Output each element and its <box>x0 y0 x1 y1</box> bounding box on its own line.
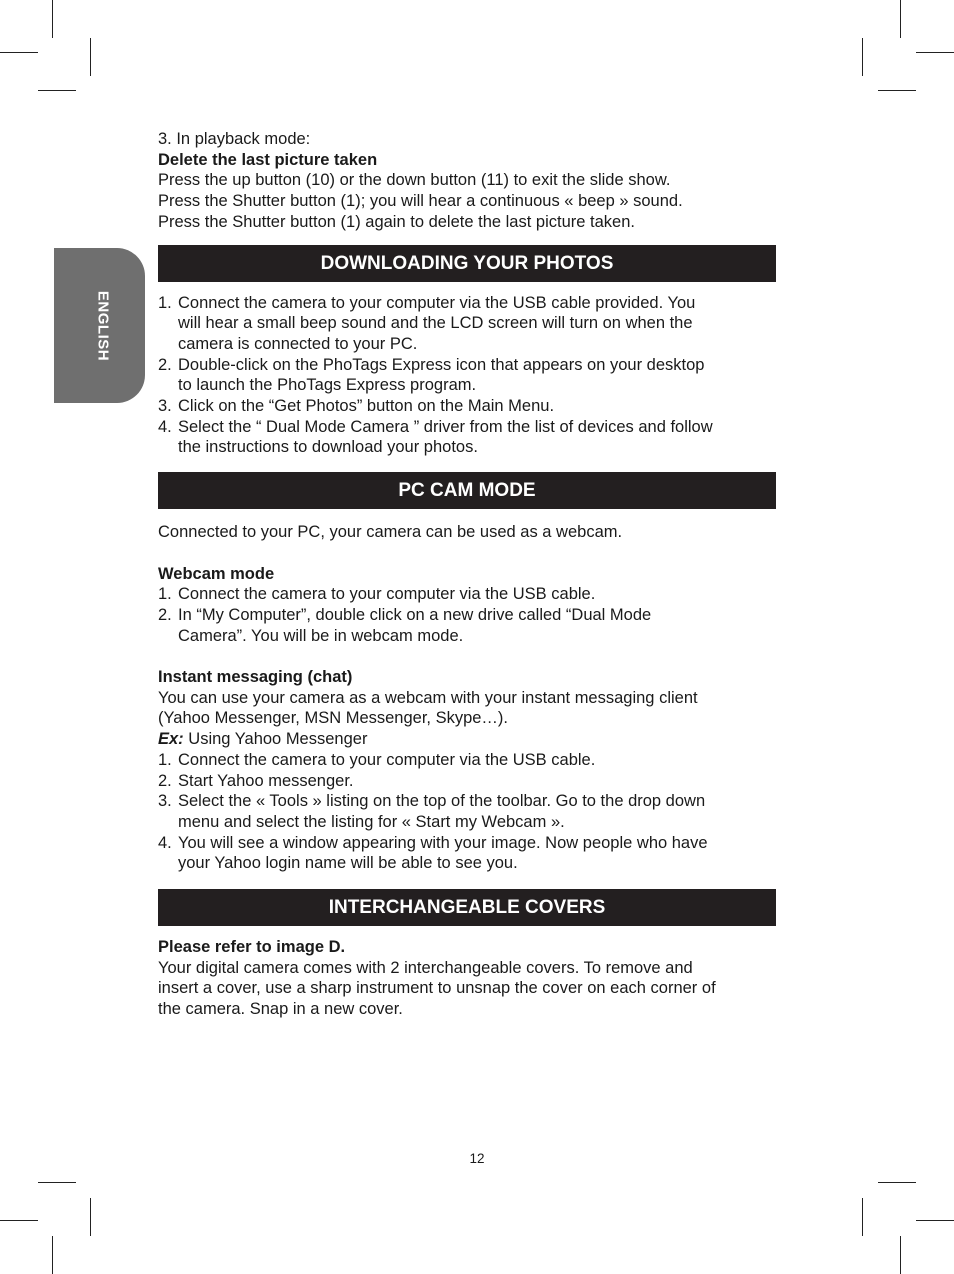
list-text: Camera”. You will be in webcam mode. <box>178 626 464 645</box>
crop-mark <box>52 0 53 38</box>
im-heading: Instant messaging (chat) <box>158 668 353 687</box>
list-text: menu and select the listing for « Start my Webcam ». <box>178 812 565 831</box>
list-item <box>158 791 776 832</box>
list-item <box>158 584 776 605</box>
list-number: 2. <box>158 605 172 624</box>
list-text: In “My Computer”, double click on a new drive called “Dual Mode <box>178 605 652 624</box>
im-line: (Yahoo Messenger, MSN Messenger, Skype…). <box>158 709 509 728</box>
playback-line: Press the up button (10) or the down button (11) to exit the slide show. <box>158 171 671 190</box>
crop-mark <box>862 1198 863 1236</box>
list-text: will hear a small beep sound and the LCD screen will turn on when the <box>178 314 693 333</box>
list-number: 4. <box>158 417 172 436</box>
list-text: Double-click on the PhoTags Express icon that appears on your desktop <box>178 355 705 374</box>
list-item <box>158 355 776 396</box>
list-text: camera is connected to your PC. <box>178 334 418 353</box>
section-header-downloading: DOWNLOADING YOUR PHOTOS <box>158 245 776 282</box>
crop-mark <box>0 52 38 53</box>
page-content <box>158 129 776 1020</box>
playback-intro: 3. In playback mode: <box>158 130 311 148</box>
crop-mark <box>878 90 916 91</box>
crop-mark <box>862 38 863 76</box>
downloading-steps <box>158 293 776 459</box>
list-text: Click on the “Get Photos” button on the Main Menu. <box>178 397 555 416</box>
list-text: your Yahoo login name will be able to see you. <box>178 854 518 873</box>
crop-mark <box>38 1182 76 1183</box>
covers-heading: Please refer to image D. <box>158 938 346 957</box>
crop-mark <box>916 1220 954 1221</box>
crop-mark <box>0 1220 38 1221</box>
im-line: You can use your camera as a webcam with your instant messaging client <box>158 688 698 707</box>
page-number: 12 <box>469 1151 485 1166</box>
list-number: 3. <box>158 792 172 811</box>
list-number: 1. <box>158 585 172 604</box>
list-text: Connect the camera to your computer via the USB cable provided. You <box>178 293 696 312</box>
crop-mark <box>38 90 76 91</box>
list-text: You will see a window appearing with your image. Now people who have <box>178 833 708 852</box>
example-text: Using Yahoo Messenger <box>183 730 368 749</box>
list-item <box>158 396 776 417</box>
covers-line: the camera. Snap in a new cover. <box>158 1000 403 1019</box>
list-number: 1. <box>158 750 172 769</box>
list-item <box>158 750 776 771</box>
example-label: Ex: <box>158 730 184 749</box>
covers-line: insert a cover, use a sharp instrument to unsnap the cover on each corner of <box>158 979 716 998</box>
section-header-covers: INTERCHANGEABLE COVERS <box>158 889 776 926</box>
webcam-heading: Webcam mode <box>158 564 275 583</box>
list-text: Connect the camera to your computer via the USB cable. <box>178 585 596 604</box>
list-number: 2. <box>158 771 172 790</box>
section-header-pc-cam: PC CAM MODE <box>158 472 776 509</box>
crop-mark <box>90 38 91 76</box>
list-item <box>158 833 776 874</box>
crop-mark <box>900 0 901 38</box>
crop-mark <box>878 1182 916 1183</box>
crop-mark <box>90 1198 91 1236</box>
list-number: 2. <box>158 355 172 374</box>
list-item <box>158 417 776 458</box>
playback-line: Press the Shutter button (1); you will hear a continuous « beep » sound. <box>158 192 683 211</box>
list-text: Select the “ Dual Mode Camera ” driver from the list of devices and follow <box>178 417 713 436</box>
list-number: 4. <box>158 833 172 852</box>
list-number: 1. <box>158 293 172 312</box>
list-text: Select the « Tools » listing on the top of the toolbar. Go to the drop down <box>178 792 706 811</box>
list-text: Connect the camera to your computer via the USB cable. <box>178 750 596 769</box>
playback-heading: Delete the last picture taken <box>158 150 378 169</box>
pccam-intro: Connected to your PC, your camera can be used as a webcam. <box>158 523 623 542</box>
crop-mark <box>900 1236 901 1274</box>
covers-line: Your digital camera comes with 2 interchangeable covers. To remove and <box>158 958 693 977</box>
list-item <box>158 293 776 355</box>
list-text: the instructions to download your photos. <box>178 438 478 457</box>
language-tab-label: ENGLISH <box>94 290 112 362</box>
example-line <box>158 729 776 750</box>
list-item <box>158 605 776 646</box>
playback-line: Press the Shutter button (1) again to delete the last picture taken. <box>158 212 635 231</box>
crop-mark <box>916 52 954 53</box>
list-number: 3. <box>158 397 172 416</box>
crop-mark <box>52 1236 53 1274</box>
list-text: to launch the PhoTags Express program. <box>178 376 477 395</box>
list-text: Start Yahoo messenger. <box>178 771 354 790</box>
list-item <box>158 771 776 792</box>
